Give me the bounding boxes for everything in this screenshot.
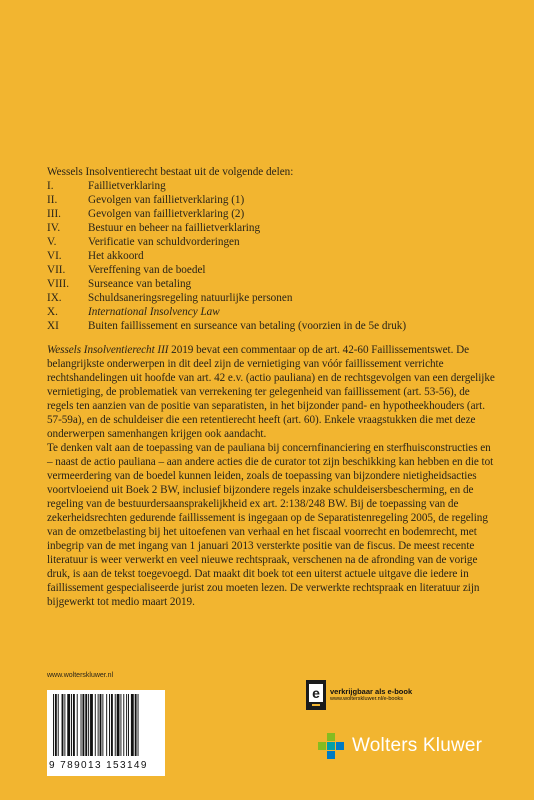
part-number: IV.: [47, 222, 61, 234]
svg-text:e: e: [312, 685, 320, 701]
part-number: VIII.: [47, 278, 70, 290]
ebook-title: verkrijgbaar als e-book: [330, 687, 413, 696]
part-title: Buiten faillissement en surseance van betaling (voorzien in de 5e druk): [88, 320, 407, 332]
part-number: X.: [47, 306, 58, 318]
series-intro: Wessels Insolventierecht bestaat uit de volgende delen:: [47, 166, 294, 178]
back-cover-text: [47, 165, 497, 609]
series-part-item: [47, 291, 497, 305]
ebook-icon: [306, 680, 326, 710]
part-title: Bestuur en beheer na faillietverklaring: [88, 222, 261, 234]
series-parts-list: [47, 179, 497, 333]
part-title: Verificatie van schuldvorderingen: [88, 236, 240, 248]
part-title: Schuldsaneringsregeling natuurlijke personen: [88, 292, 293, 304]
series-part-item: [47, 319, 497, 333]
wolters-kluwer-logo: [318, 733, 482, 759]
part-number: VI.: [47, 250, 62, 262]
part-title: International Insolvency Law: [88, 306, 220, 318]
series-part-item: [47, 221, 497, 235]
ebook-badge: [306, 680, 412, 710]
isbn-barcode: [47, 690, 165, 776]
barcode-icon: [47, 694, 165, 760]
description: [47, 343, 497, 609]
series-part-item: [47, 235, 497, 249]
series-part-item: [47, 179, 497, 193]
part-number: XI: [47, 320, 59, 332]
book-title: Wessels Insolventierecht III: [47, 344, 169, 356]
description-p2: Te denken valt aan de toepassing van de pauliana bij concernfinanciering en sterfhuisconstructies en – naast de actio pauliana – aan andere acties die de curator tot zijn beschikking kan hebben en die tot vermeerdering van de boedel kunnen leiden, zoals de toepassing van bijzondere nietigheidsacties voortvloeiend uit Boek 2 BW, inclusief bijzondere regels inzake schuldeisersbescherming, en de regeling van de bestuurdersaansprakelijkheid ex art. 2:138/248 BW. Bij de toepassing van de zekerheidsrechten gedurende faillissement is ingegaan op de Separatistenregeling 2005, de regeling van de omzetbelasting bij het uitoefenen van verhaal en het fiscaal voorrecht en bodemrecht, met inbegrip van de met ingang van 1 januari 2013 versterkte positie van de fiscus. De meest recente literatuur is weer verwerkt en veel nieuwe rechtspraak, verschenen na de afronding van de vorige druk, is aan de tekst toegevoegd. Dat maakt dit boek tot een uiterst actuele uitgave die iedere in faillissement gespecialiseerde jurist zou moeten lezen. De verwerkte rechtspraak en literatuur zijn bijgewerkt tot medio maart 2019.: [47, 442, 494, 608]
part-number: I.: [47, 180, 54, 192]
publisher-url: www.wolterskluwer.nl: [47, 672, 114, 679]
part-number: VII.: [47, 264, 66, 276]
series-part-item: [47, 263, 497, 277]
isbn-number: 9 789013 153149: [49, 760, 148, 771]
part-title: Faillietverklaring: [88, 180, 166, 192]
part-title: Gevolgen van faillietverklaring (2): [88, 208, 245, 220]
part-number: V.: [47, 236, 57, 248]
series-part-item: [47, 277, 497, 291]
brand-name: Wolters Kluwer: [352, 735, 483, 756]
part-number: IX.: [47, 292, 62, 304]
series-part-item: [47, 305, 497, 319]
series-part-item: [47, 193, 497, 207]
part-title: Het akkoord: [88, 250, 144, 262]
series-part-item: [47, 207, 497, 221]
part-number: III.: [47, 208, 61, 220]
wolters-kluwer-logo-icon: [318, 733, 344, 759]
ebook-url: www.wolterskluwer.nl/e-books: [330, 696, 404, 702]
description-p1: 2019 bevat een commentaar op de art. 42-60 Faillissementswet. De belangrijkste onderwerpen in dit deel zijn de vernietiging van vóór faillissement verrichte rechtshandelingen uit hoofde van art. 42 e.v. (actio pauliana) en de rechtsgevolgen van een dergelijke vernietiging, de problematiek van verrekening ter gelegenheid van faillissement (art. 53-56), de regels ten aanzien van de positie van separatisten, in het bijzonder pand- en hypotheekhouders (art. 57-59a), en de schuldeiser die een retentierecht heeft (art. 60). Enkele vraagstukken die met deze onderwerpen samenhangen krijgen ook aandacht.: [47, 344, 495, 440]
part-title: Vereffening van de boedel: [88, 264, 206, 276]
part-title: Surseance van betaling: [88, 278, 192, 290]
series-part-item: [47, 249, 497, 263]
part-title: Gevolgen van faillietverklaring (1): [88, 194, 245, 206]
part-number: II.: [47, 194, 58, 206]
